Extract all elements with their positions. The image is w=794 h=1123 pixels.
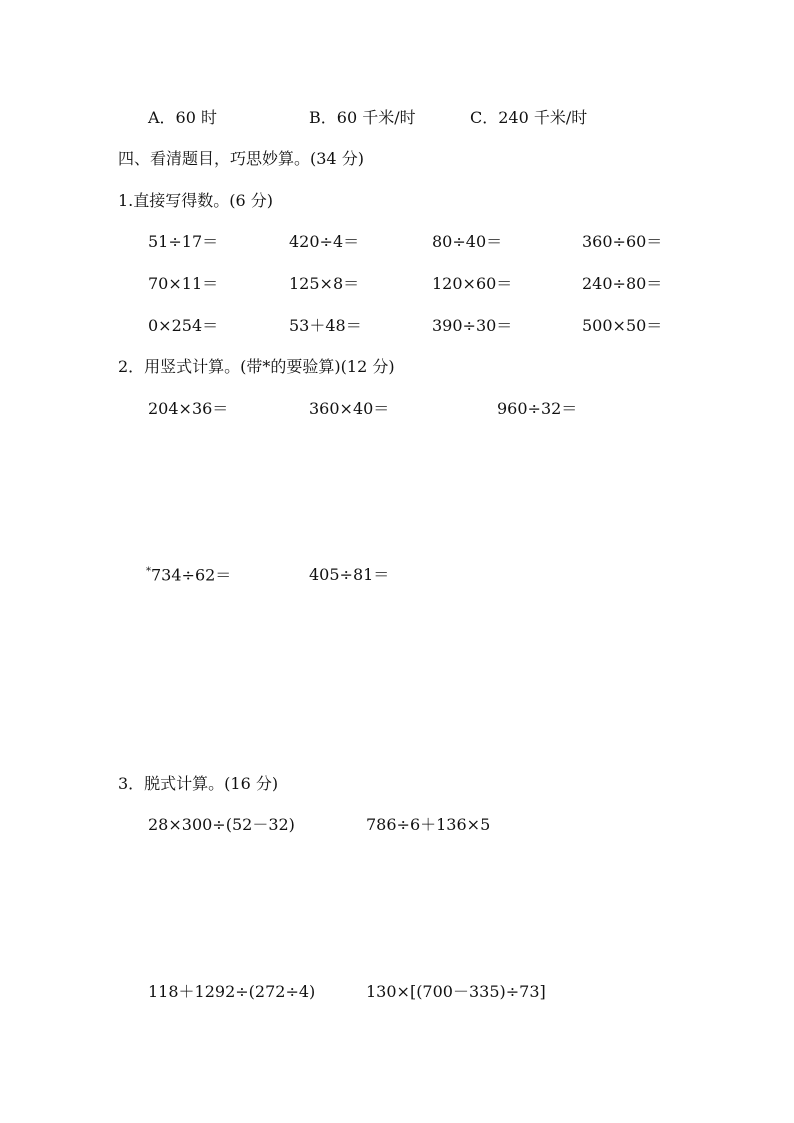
q1-item: 125×8＝ <box>289 274 360 293</box>
q3-title: 3．脱式计算。(16 分) <box>118 774 279 793</box>
q2-item: 204×36＝ <box>148 399 229 418</box>
q2-item: 960÷32＝ <box>497 399 578 418</box>
q1-item: 70×11＝ <box>148 274 219 293</box>
q3-item: 786÷6＋136×5 <box>366 815 491 834</box>
choice-c: C．240 千米/时 <box>470 108 588 127</box>
q2-item-starred <box>146 567 231 583</box>
q1-item: 500×50＝ <box>582 316 663 335</box>
q2-item: 360×40＝ <box>309 399 390 418</box>
section-4-title: 四、看清题目，巧思妙算。(34 分) <box>118 149 364 168</box>
q2-title: 2．用竖式计算。(带*的要验算)(12 分) <box>118 357 395 376</box>
q1-item: 360÷60＝ <box>582 232 663 251</box>
q1-item: 80÷40＝ <box>432 232 503 251</box>
q1-item: 0×254＝ <box>148 316 219 335</box>
verify-star: * <box>146 566 151 577</box>
q1-item: 420÷4＝ <box>289 232 360 251</box>
q3-item: 118＋1292÷(272÷4) <box>148 982 316 1001</box>
q3-item: 28×300÷(52－32) <box>148 815 295 834</box>
choice-b: B．60 千米/时 <box>309 108 416 127</box>
q1-title: 1.直接写得数。(6 分) <box>118 191 274 210</box>
q1-item: 51÷17＝ <box>148 232 219 251</box>
q2-item-text: 734÷62＝ <box>151 565 232 585</box>
q1-item: 390÷30＝ <box>432 316 513 335</box>
q1-item: 240÷80＝ <box>582 274 663 293</box>
q1-item: 53＋48＝ <box>289 316 362 335</box>
q3-item: 130×[(700－335)÷73] <box>366 982 546 1001</box>
q1-item: 120×60＝ <box>432 274 513 293</box>
q2-item: 405÷81＝ <box>309 565 390 584</box>
choice-a: A．60 时 <box>148 108 218 127</box>
